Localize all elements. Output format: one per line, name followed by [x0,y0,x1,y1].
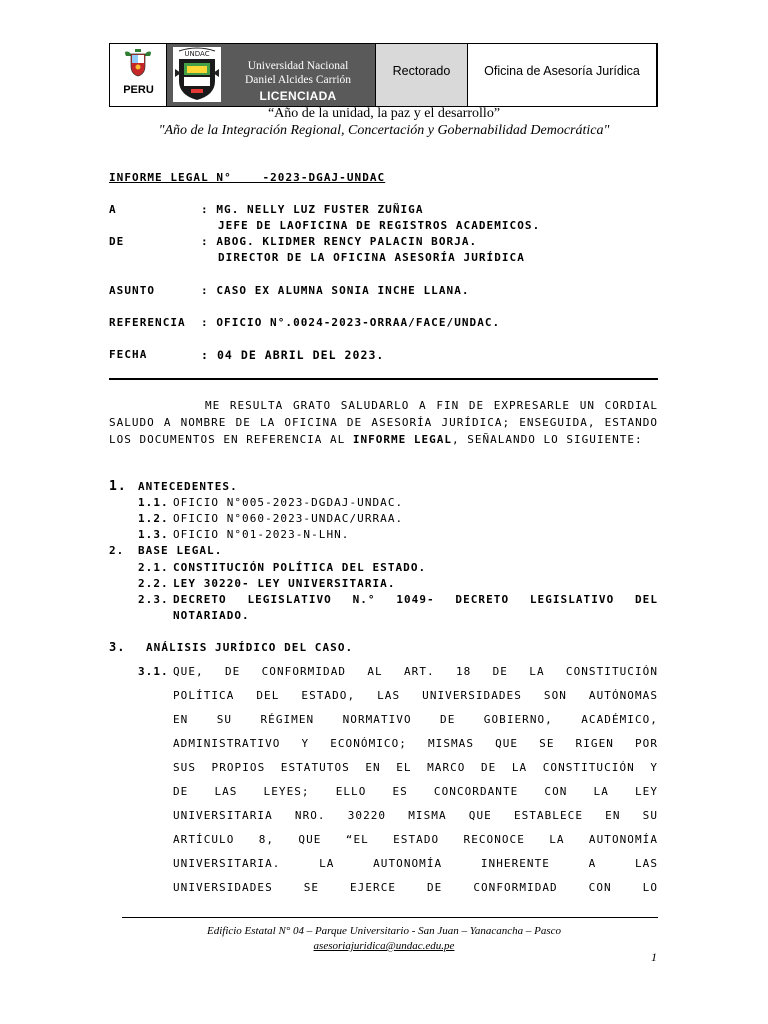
footer-address: Edificio Estatal N° 04 – Parque Universitario - San Juan – Yanacancha – Pasco [206,925,562,937]
section2-title: BASE LEGAL. [138,544,223,557]
section1-title: ANTECEDENTES. [138,480,238,493]
university-name-line2: Daniel Alcides Carrión [244,74,352,86]
intro-paragraph [109,397,658,448]
from-role: DIRECTOR DE LA OFICINA ASESORÍA JURÍDICA [218,251,525,264]
analysis-line: ARTÍCULO 8, QUE “EL ESTADO RECONOCE LA AUTONOMÍA [173,833,658,846]
s2-item2-text: LEY 30220- LEY UNIVERSITARIA. [173,577,396,590]
s2-item3-text: DECRETO LEGISLATIVO N.° 1049- DECRETO LEGISLATIVO DEL [173,593,658,606]
s1-item3-text: OFICIO N°01-2023-N-LHN. [173,528,350,541]
office-label: Oficina de Asesoría Jurídica [484,64,640,78]
s2-item3-number: 2.3. [138,593,169,606]
regional-motto: "Año de la Integración Regional, Concertación y Gobernabilidad Democrática" [158,123,610,138]
section1-number: 1. [109,479,127,494]
date-value: : 04 DE ABRIL DEL 2023. [201,348,385,362]
reference-value: : OFICIO N°.0024-2023-ORRAA/FACE/UNDAC. [201,316,501,329]
divider [109,378,658,380]
to-role: JEFE DE LAOFICINA DE REGISTROS ACADEMICOS. [218,219,541,232]
s1-item1-number: 1.1. [138,496,169,509]
year-motto: “Año de la unidad, la paz y el desarrollo” [267,106,501,121]
office-cell [468,44,657,106]
peru-coat-of-arms-icon [123,48,153,78]
analysis-line: SUS PROPIOS ESTATUTOS EN EL MARCO DE LA CONSTITUCIÓN Y [173,761,658,774]
section3-number: 3. [109,640,126,654]
country-label: PERU [123,84,154,96]
peru-cell [110,44,167,106]
s1-item1-text: OFICIO N°005-2023-DGDAJ-UNDAC. [173,496,404,509]
rectorado-cell [376,44,468,106]
analysis-line: EN SU RÉGIMEN NORMATIVO DE GOBIERNO, ACADÉMICO, [173,713,658,726]
footer-divider [122,917,658,918]
to-name: : MG. NELLY LUZ FUSTER ZUÑIGA [201,203,424,216]
footer-email[interactable]: asesoriajuridica@undac.edu.pe [313,940,455,952]
s2-item2-number: 2.2. [138,577,169,590]
analysis-line: ADMINISTRATIVO Y ECONÓMICO; MISMAS QUE SE RIGEN POR [173,737,658,750]
page-number: 1 [651,950,657,964]
s3-item1-number: 3.1. [138,665,169,678]
date-label: FECHA [109,348,148,361]
s1-item2-text: OFICIO N°060-2023-UNDAC/URRAA. [173,512,404,525]
from-label: DE [109,235,125,248]
s2-item1-number: 2.1. [138,561,169,574]
letterhead [109,43,658,107]
analysis-line: QUE, DE CONFORMIDAD AL ART. 18 DE LA CONSTITUCIÓN [173,665,658,678]
analysis-line: DE LAS LEYES; ELLO ES CONCORDANTE CON LA LEY [173,785,658,798]
analysis-line: UNIVERSITARIA NRO. 30220 MISMA QUE ESTABLECE EN SU [173,809,658,822]
section3-title: ANÁLISIS JURÍDICO DEL CASO. [146,641,354,654]
report-title: INFORME LEGAL N° -2023-DGAJ-UNDAC [109,171,386,184]
university-cell [167,44,376,106]
rectorado-label: Rectorado [392,64,451,78]
undac-seal-icon [173,47,221,102]
to-label: A [109,203,117,216]
from-name: : ABOG. KLIDMER RENCY PALACIN BORJA. [201,235,478,248]
reference-label: REFERENCIA [109,316,186,329]
intro-text-2: , SEÑALANDO LO SIGUIENTE: [452,433,643,446]
s2-item1-text: CONSTITUCIÓN POLÍTICA DEL ESTADO. [173,561,427,574]
analysis-line: UNIVERSIDADES SE EJERCE DE CONFORMIDAD CON LO [173,881,658,894]
analysis-line: UNIVERSITARIA. LA AUTONOMÍA INHERENTE A LAS [173,857,658,870]
s2-item3-continuation: NOTARIADO. [173,609,250,622]
university-name-line1: Universidad Nacional [247,60,349,72]
s1-item2-number: 1.2. [138,512,169,525]
intro-bold: INFORME LEGAL [352,433,453,446]
s1-item3-number: 1.3. [138,528,169,541]
analysis-line: POLÍTICA DEL ESTADO, LAS UNIVERSIDADES SON AUTÓNOMAS [173,689,658,702]
subject-value: : CASO EX ALUMNA SONIA INCHE LLANA. [201,284,470,297]
intro-text-1: ME RESULTA GRATO SALUDARLO A FIN DE EXPRESARLE UN CORDIAL SALUDO A NOMBRE DE LA OFICINA DE ASESORÍA JURÍDICA; ENSEGUIDA, ESTANDO LOS DOCUMENTOS EN REFERENCIA AL [109,399,658,446]
svg-text:UNDAC: UNDAC [184,50,210,58]
license-label: LICENCIADA [259,89,337,103]
subject-label: ASUNTO [109,284,156,297]
section2-number: 2. [109,544,125,557]
